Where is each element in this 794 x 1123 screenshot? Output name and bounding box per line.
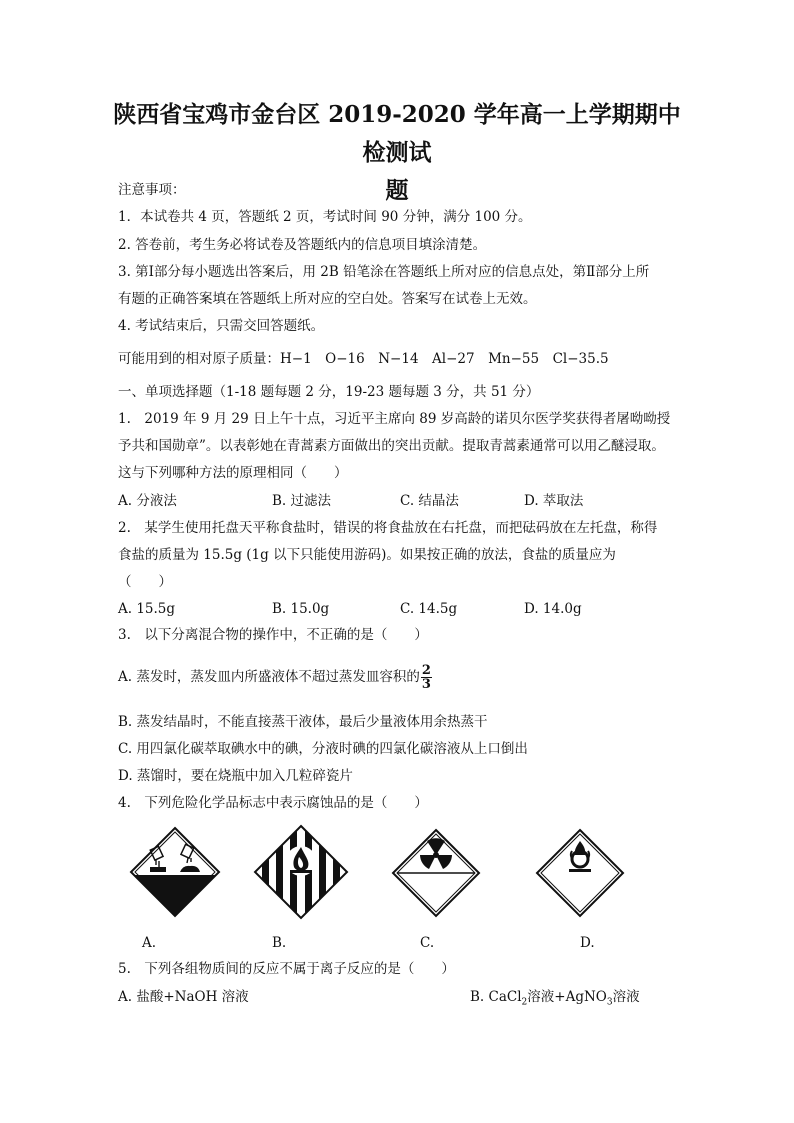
q1-stem-line-2: 予共和国勋章”。以表彰她在青蒿素方面做出的突出贡献。提取青蒿素通常可以用乙醚浸取。: [118, 438, 665, 454]
two-thirds-fraction: [421, 664, 432, 691]
notice-item-3: 3. 第Ⅰ部分每小题选出答案后，用 2B 铅笔涂在答题纸上所对应的信息点处，第Ⅱ部分上所: [118, 264, 650, 280]
title-line-1: 陕西省宝鸡市金台区 2019-2020 学年高一上学期期中检测试: [113, 101, 681, 166]
q1-option-a: A. 分液法: [118, 493, 177, 509]
q5-option-b-part1: B. CaCl: [470, 989, 522, 1005]
q2-stem-line-2: 食盐的质量为 15.5g (1g 以下只能使用游码)。如果按正确的放法，食盐的质量应为: [118, 547, 616, 563]
q3-option-b: B. 蒸发结晶时，不能直接蒸干液体，最后少量液体用余热蒸干: [118, 714, 488, 730]
q3-option-a: [118, 664, 432, 691]
notice-item-4: 4. 考试结束后，只需交回答题纸。: [118, 318, 325, 334]
section-heading: 一、单项选择题（1-18 题每题 2 分，19-23 题每题 3 分，共 51 分）: [118, 384, 540, 400]
q1-option-d: D. 萃取法: [524, 493, 584, 509]
flammable-solid-sign-icon: [252, 823, 350, 921]
q5-stem: 5. 下列各组物质间的反应不属于离子反应的是（ ）: [118, 961, 455, 977]
notice-item-2: 2. 答卷前，考生务必将试卷及答题纸内的信息项目填涂清楚。: [118, 237, 487, 253]
notice-item-3-cont: 有题的正确答案填在答题纸上所对应的空白处。答案写在试卷上无效。: [118, 291, 537, 307]
q2-stem-line-3: （ ）: [118, 574, 172, 590]
q2-option-c: C. 14.5g: [400, 601, 458, 617]
q3-stem: 3. 以下分离混合物的操作中，不正确的是（ ）: [118, 627, 428, 643]
q5-option-b-part3: 溶液: [612, 989, 640, 1005]
q1-option-b: B. 过滤法: [272, 493, 332, 509]
q3-option-a-text: A. 蒸发时，蒸发皿内所盛液体不超过蒸发皿容积的: [118, 669, 420, 685]
q4-label-a: A.: [142, 935, 157, 951]
oxidizer-sign-icon: [534, 827, 626, 919]
q2-stem-line-1: 2. 某学生使用托盘天平称食盐时，错误的将食盐放在右托盘，而把砝码放在左托盘，称得: [118, 520, 658, 536]
q4-label-b: B.: [272, 935, 287, 951]
q2-option-d: D. 14.0g: [524, 601, 582, 617]
q5-option-b-sub1: 2: [521, 997, 528, 1008]
notice-item-1: 1．本试卷共 4 页，答题纸 2 页，考试时间 90 分钟，满分 100 分。: [118, 209, 532, 225]
q4-stem: 4. 下列危险化学品标志中表示腐蚀品的是（ ）: [118, 795, 428, 811]
q1-stem-line-1: 1. 2019 年 9 月 29 日上午十点，习近平主席向 89 岁高龄的诺贝尔医学奖获得者屠呦呦授: [118, 411, 671, 427]
q5-option-a: A. 盐酸+NaOH 溶液: [118, 989, 249, 1005]
q2-option-a: A. 15.5g: [118, 601, 176, 617]
q3-option-c: C. 用四氯化碳萃取碘水中的碘，分液时碘的四氯化碳溶液从上口倒出: [118, 741, 528, 757]
notice-heading: 注意事项：: [118, 182, 186, 198]
title-line-2: 题: [385, 177, 409, 204]
q5-option-b: [470, 988, 640, 1012]
q1-option-c: C. 结晶法: [400, 493, 459, 509]
radioactive-sign-icon: [390, 827, 482, 919]
atomic-masses: 可能用到的相对原子质量：H−1 O−16 N−14 Al−27 Mn−55 Cl−35.5: [118, 351, 609, 367]
corrosive-sign-icon: [128, 825, 222, 919]
q5-option-b-sub2: 3: [606, 997, 613, 1008]
q3-option-d: D. 蒸馏时，要在烧瓶中加入几粒碎瓷片: [118, 768, 353, 784]
fraction-denominator: 3: [421, 677, 431, 692]
q5-option-b-part2: 溶液+AgNO: [527, 989, 607, 1005]
page-title: [110, 96, 684, 210]
q2-option-b: B. 15.0g: [272, 601, 330, 617]
fraction-numerator: 2: [421, 663, 431, 678]
q1-stem-line-3: 这与下列哪种方法的原理相同（ ）: [118, 465, 348, 481]
q4-label-c: C.: [420, 935, 435, 951]
q4-label-d: D.: [580, 935, 595, 951]
